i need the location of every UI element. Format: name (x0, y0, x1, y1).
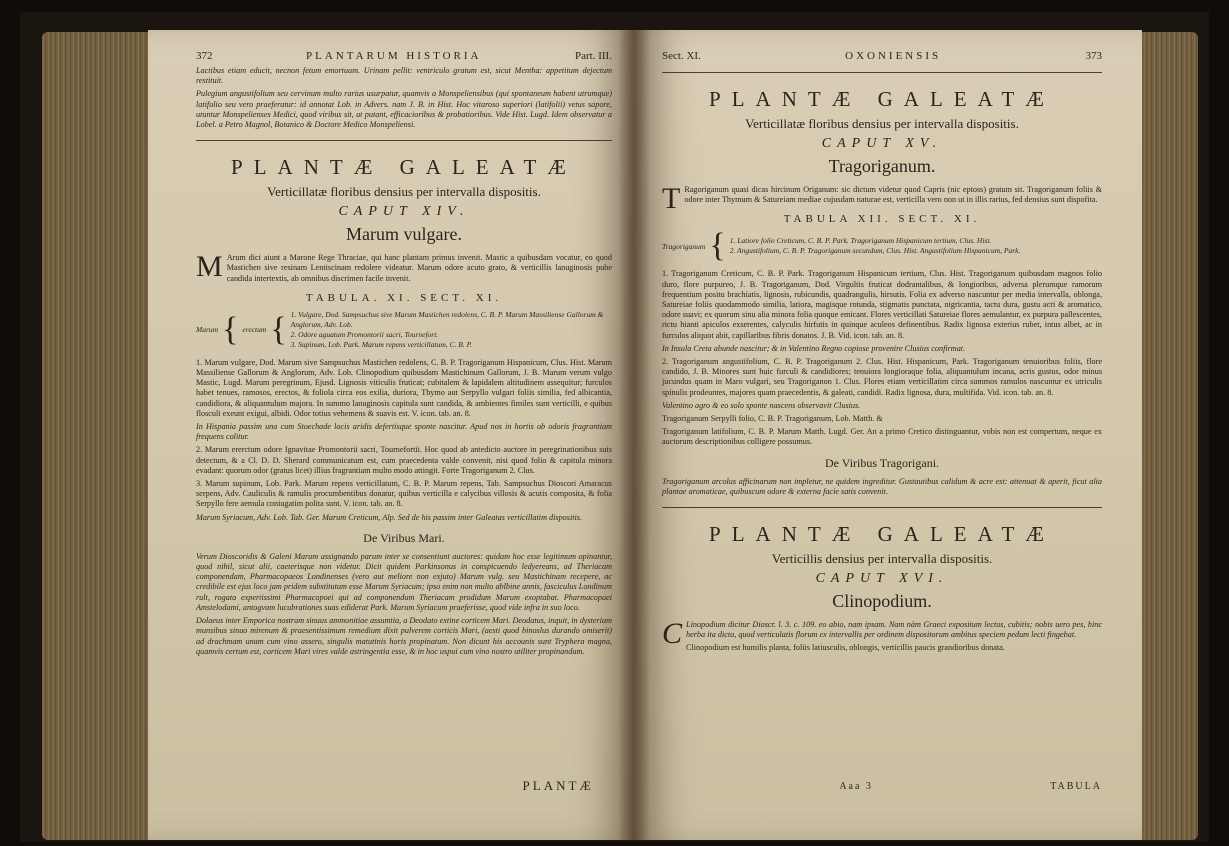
body-paragraph: Tragoriganum latifolium, C. B. P. Marum Matth. Lugd. Ger. An a primo Cretico distinguantur, vobis non est compertum, neque ex auctorum descriptionibus colligere possumus. (662, 427, 1102, 447)
section-heading: PLANTÆ GALEATÆ (709, 87, 1055, 111)
body-paragraph: In Insula Creta abunde nascitur; & in Valentino Regno copiose provenire Clusius confirmat. (662, 343, 966, 353)
section-rule (662, 72, 1102, 73)
left-part: Part. III. (575, 50, 612, 62)
brace-icon: { (222, 310, 239, 348)
intro-line: Lactibus etiam educit, necnon fetum emortuum. Urinam pellit: ventriculo gratum est, sicut Mentha: appetitum dejectum restituit. (196, 66, 612, 86)
section-rule (662, 507, 1102, 508)
table-heading: TABULA. XI. SECT. XI. (305, 291, 503, 304)
caput-heading: CAPUT XV. (821, 136, 943, 151)
right-fore-edge (1138, 32, 1198, 840)
synonym-sub: erectum (242, 325, 267, 335)
section-heading: PLANTÆ GALEATÆ (231, 155, 577, 180)
brace-icon: { (270, 310, 287, 348)
section-rule (196, 140, 612, 141)
description-text: Linopodium dicitur Dioscr. l. 3. c. 109. eo abio, nam ipsam. Nam nàm Graeci expositum lectus, cubitis; nobis uero pes, hinc herba ita dicta, quod verticulatis florum ex intervallis per ordinem dispositorum ambitus speciem pedum lecti fingebat. (686, 620, 1102, 640)
synonym-label: Tragoriganum (662, 241, 706, 251)
dropcap: M (196, 250, 223, 284)
signature-mark: Aaa 3 (839, 781, 873, 792)
left-page-number: 372 (196, 50, 213, 62)
body-paragraph: Clinopodium est humilis planta, foliis latiusculis, oblongis, verticillis paucis grandioribus donata. (686, 643, 1005, 653)
right-page (634, 30, 1142, 840)
right-catchword: TABULA (1050, 781, 1102, 792)
right-section-label: Sect. XI. (662, 50, 701, 62)
table-heading: TABULA XII. SECT. XI. (783, 213, 981, 226)
body-paragraph: Valentino agro & eo solo sponte nascens observavit Clusius. (662, 400, 861, 410)
left-fore-edge (42, 32, 152, 840)
left-catchword: PLANTÆ (522, 778, 594, 793)
body-paragraph: 2. Tragoriganum angustifolium, C. B. P. Tragoriganum 2. Clus. Hist. Hispanicum, Park. Tragoriganum tenuioribus foliis, flore candido, J. B. Minores sunt huic furculi & candidiores; tenuiora longioraque folia, aliquantulum incana, acris gustus, odor minus jucundus quam in Maro vulgari, seu Tragoriganon 1. Clus. Flores etiam verticillatim circa summos ramulos nascuntur ex utriculis spinulis prodeuntes, majores quam praecedentis, & galeati, candidi. Radix lignosa, dura, multifida. Vid. icon. tab. an. 8. (662, 357, 1102, 397)
viribus-paragraph: Verum Dioscoridis & Galeni Marum assignando parum inter se consentiunt auctores: quidam hoc esse legitimum opinantur, quod nihil, sicut alii, caeterisque non videtur. Dicit quidem Parkinsonus in conspicuendo ledyereans, ad Theriacam componendam, Pharmacopaeos Londinenses (vero aut meliore non exjuto) Marum vulg. seu Mastichinam recepere, ac credibile est ejus loco jam pridem substitutum esse Marum Syriacum; ipso enim non multo ablbine annis, fasciculus Londinum rult, rogata expertissimi Pharmacopoei qui ad componendum Theriacam prodidum Marum exoptabat. Pharmacopaei Amstelodami, antogvam lucubrationes suas ediderat Park. Marum Syriacum praeferisse, quod vide infra in suo loco. (196, 551, 612, 612)
synonym-block (196, 310, 612, 350)
body-paragraph: 3. Marum supinum, Lob. Park. Marum repens verticillatum, C. B. P. Marum repens, Tab. Sampsuchus Dioscori Amaracus serpens, Adv. Cauliculis & ramulis procumbentibus donatur, quibus verticilla e calycibus villosis & acutis composita, & folia Serpyllo fere aemula coniugatim polita sunt. V. icon. tab. an. 8. (196, 479, 612, 509)
viribus-heading: De Viribus Tragorigani. (824, 455, 940, 470)
synonym-block (662, 227, 1102, 265)
dropcap: T (662, 182, 681, 215)
book-gutter (618, 30, 650, 840)
section-subheading: Verticillis densius per intervalla dispositis. (771, 551, 993, 567)
body-paragraph: Marum Syriacum, Adv. Lob. Tab. Ger. Marum Creticum, Alp. Sed de his passim inter Galeatas verticillatim dispositis. (196, 512, 583, 522)
synonym-line: 1. Latiore folio Creticum, C. B. P. Park. Tragoriganum Hispanicum tertium, Clus. Hist. (729, 236, 992, 246)
right-footer (662, 781, 1102, 792)
description-text: Arum dici aiunt a Marone Rege Thraciae, qui hanc plantam primus invenit. Mastic a quibusdam vocatur, eo quod Mastichen sive resinam Lentiscinam redolere videatur. Marum odore acuto grato, & verticillis lanuginosis pube candida intertextis, ab omnibus discrimen facile invenit. (226, 253, 612, 283)
section-subheading: Verticillatæ floribus densius per intervalla dispositis. (267, 184, 541, 200)
synonym-line: 1. Vulgare, Dod. Sampsuchus sive Marum Mastichen redolens, C. B. P. Marum Massiliense Gallorum & Anglorum, Adv. Lob. (290, 309, 604, 329)
body-paragraph: In Hispania passim una cum Stoechade locis aridis defertisque sponte nascitur. Apud nos in hortis ob odoris fragrantiam frequens colitur. (196, 422, 612, 442)
body-paragraph: 1. Marum vulgare, Dod. Marum sive Sampsuchus Mastichen redolens, C. B. P. Tragoriganum Hispanicum, Clus. Hist. Marum Massiliense Gallorum & Anglorum, Adv. Lob. Clinopodium quibusdam Mastichinum Gallorum, J. B. Marum verum vulgo Mastic, Lugd. Marum peregrinum, Ejusd. Lignosis viticulis fruticat; cubitalem & lapidalem altitudinem assequitur; furculos habet tenues, ramosos, erectos, & foliola circa eos exilia, duriora, Thymo aut Serpyllo vulgari foliis similia, fed albicantia, candidiora, & aliquantulum majora. In summo lanuginosis capitula sunt candida, & ambientes fimiles sunt verticilli, e quibus flosculi exeunt exigui, albidi. Odor totius vehemens & suavis est. V. icon. tab. an. 8. (196, 357, 612, 418)
synonym-label: Marum (196, 325, 219, 335)
right-running-title: OXONIENSIS (845, 50, 942, 62)
right-running-head (662, 50, 1102, 62)
section-heading: PLANTÆ GALEATÆ (709, 522, 1055, 547)
viribus-paragraph: Dolaeus inter Emporica nostram sinuus ammonitiae assumtia, a Deodato extine corticem Mari. Deodatus, inquit, in dysteriam munsibus sinuo mirenum & praesentissimum remedium dixit pulverem corticis Mari, (aesti quod binoslus durando omiserit) ad drachmam unam cum vino assero, singulis matutinis horis propinatum. Non dicunt his accounis sunt Tryphera magna, quamvis certum est, corticem Mari vires valde astringentia esse, & in hoc uspui cum vino nostro utiliter propinandum. (196, 616, 612, 656)
viribus-heading: De Viribus Mari. (363, 530, 445, 545)
intro-line: Pulegium angustifolium seu cervinum multo rarius usurpatur, quamvis a Monspeliensibus (qui spontaneum habent utrumque) latifolio seu vero praeferatur: id annotat Lob. in Advers. nam J. B. in Hist. Hoc vitaroso superiori (latifolii) vetus sapore, utuntur Monspelienses Medici, quod viribus sit, ut putant, efficacioribus & probatioribus. Vide Hist. Lugd. Idem observatur a Lobel. a Petro Magnol, Botanico & Doctore Medico Monspeliensi. (196, 89, 612, 130)
brace-icon: { (709, 227, 726, 265)
caput-heading: CAPUT XVI. (815, 571, 949, 587)
left-page (148, 30, 634, 840)
viribus-paragraph: Tragoriganum arcolus afficinarum non impletur, ne quidem ingreditur. Gustautibus calidum & acre est: attenuat & aperit, ficut alia plantae aromaticae, quibuscum odore & externa facie satis convenit. (662, 476, 1102, 496)
synonym-line: 3. Supinum, Lob. Park. Marum repens verticillatum, C. B. P. (290, 339, 473, 349)
left-running-title: PLANTARUM HISTORIA (306, 50, 482, 62)
dropcap: C (662, 617, 683, 651)
plant-description (662, 182, 1102, 215)
description-text: Ragoriganum quasi dicas hircinum Origanum: sic dictum videtur quod Capris (nic eptoss) gratum sit. Tragoriganum foliis & odore inter Thymum & Satureiam mediae cujusdam naturae est, verticilla vero non ut in illis rarius, fed densius sunt dispofita. (684, 185, 1102, 205)
book (20, 12, 1209, 842)
section-subheading: Verticillatæ floribus densius per intervalla dispositis. (745, 116, 1019, 131)
plant-title: Tragoriganum. (828, 156, 936, 176)
synonym-line: 2. Odore aguatum Promontorii sacri, Tournefort. (290, 329, 439, 339)
right-page-number: 373 (1085, 50, 1102, 62)
caput-heading: CAPUT XIV. (338, 204, 470, 220)
left-running-head (196, 50, 612, 62)
body-paragraph: 1. Tragoriganum Creticum, C. B. P. Park. Tragoriganum Hispanicum tertium, Clus. Hist. Tragoriganum quibusdam magnos folio duro, flore purpureo, J. B. Tragoriganum, Dod. Virgultis fruticat dodrantalibus, & longioribus, adversa plerumque ramorum frequentium positu brachiatis, lignosis, rubicundis, quadrangulis, hirsutis. Folia ex adverso nascuntur per media intervalla, oblonga, Satureiae foliis quodammodo similia, latiora, magisque rotunda, stigmatis punctata, nigricantia, tactu dura, gustu acri & aromatico, odore suavi; ex quorum sinu alia minora folia quoque emicant. Flores verticillati Satureiae flores aemulantur, ex purpura pallescentes, rictu hianti apiculos exserentes, calyculis hirfutis in quinque aculeos definentibus. Radix lignosa exterius rubet, intus albet, ac in furculos aliquot abit, capillaribus fibris donatos. J. B. Vid. icon. tab. an. 8. (662, 269, 1102, 340)
plant-description (196, 250, 612, 284)
plant-title: Clinopodium. (832, 591, 932, 612)
body-paragraph: Tragoriganum Serpylli folio, C. B. P. Tragoriganum, Lob. Matth. & (662, 414, 883, 424)
synonym-line: 2. Angustifolium, C. B. P. Tragoriganum secundum, Clus. Hist. Angustifolium Hispanicum, Park. (729, 246, 1021, 256)
plant-title: Marum vulgare. (346, 224, 462, 245)
body-paragraph: 2. Marum ererctum odore Ignavitae Promontorii sacri, Tournefortii. Hoc quod ab antedicto auctore in peregrinationibus suis detectum, & a Cl. D. D. Sherard communicatum est, cum praecedenta valde convenit, nisi quod folio & capitula minora evadant: quorum odor (gratus licet) illius fragrantiam multo modo attingit. Forte Tragoriganum 2. Clus. (196, 445, 612, 475)
